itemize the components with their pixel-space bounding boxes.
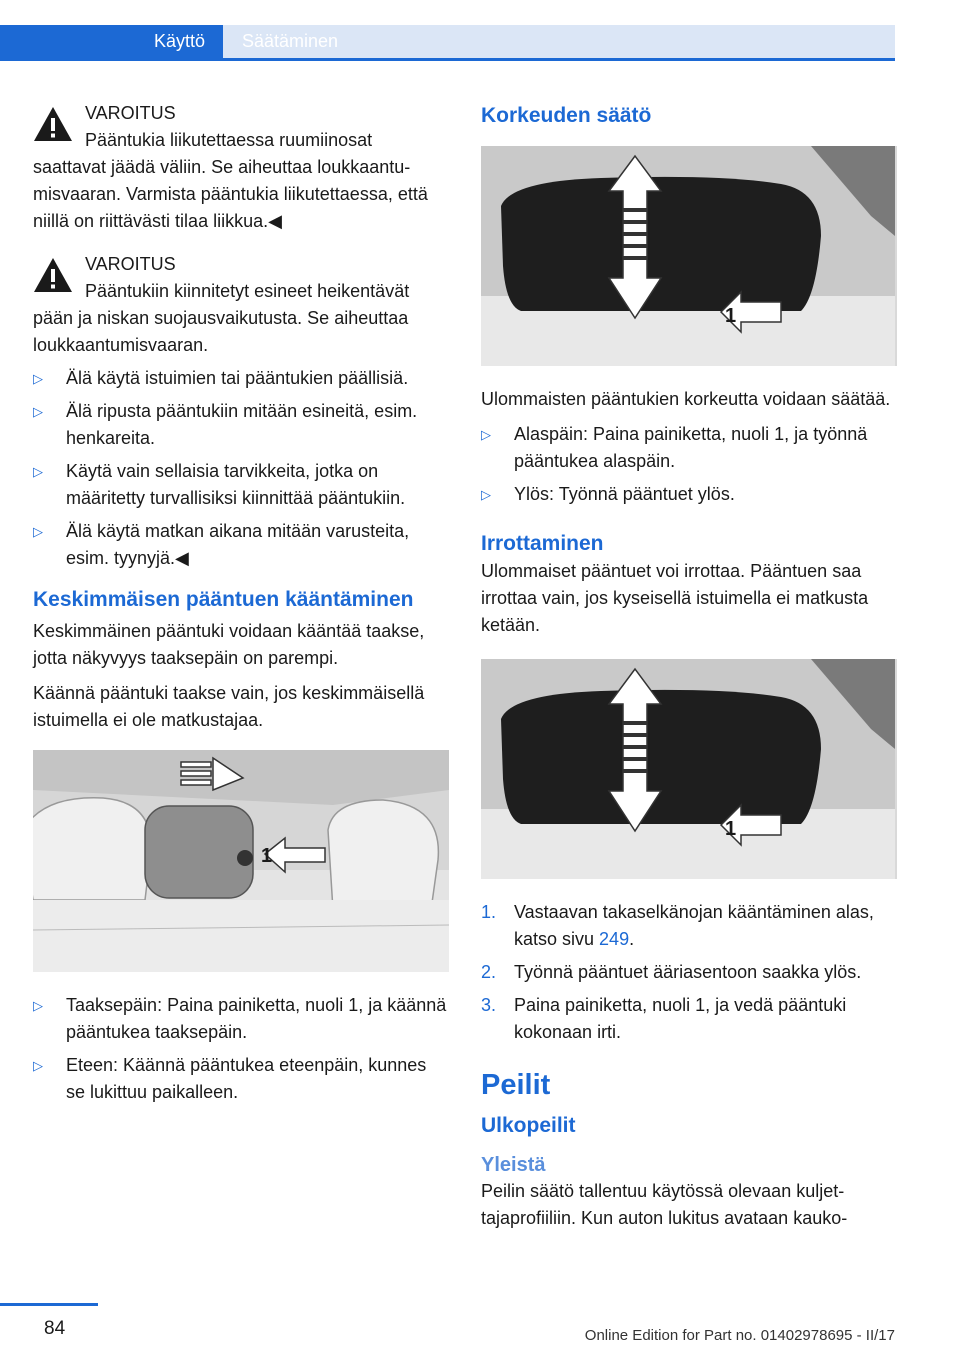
list-item: ▷ Älä käytä matkan aikana mitään varusteita, esim. tyynyjä.◀ (33, 518, 449, 572)
figure-removal (481, 659, 897, 879)
list-item: ▷ Taaksepäin: Paina painiketta, nuoli 1, ja käännä pääntukea taaksepäin. (33, 992, 449, 1046)
figure-callout-label: 1 (725, 305, 737, 327)
page-number: 84 (44, 1318, 66, 1339)
warning-text: Pääntukia liikutettaessa ruumiinosat saattavat jäädä väliin. Se aiheuttaa loukkaantumisvaaran. Varmista pääntukia liikutettaessa, että niillä on riittävästi tilaa liikkua.◀ (33, 130, 428, 231)
paragraph: Peilin säätö tallentuu käytössä olevaan kuljettajaprofiiliin. Kun auton lukitus avataan kauko- (481, 1181, 848, 1228)
warning-block-1 (33, 100, 449, 235)
section-heading-exterior-mirrors: Ulkopeilit (481, 1114, 576, 1137)
triangle-bullet-icon: ▷ (33, 464, 43, 479)
triangle-bullet-icon: ▷ (481, 487, 491, 502)
warning-title: VAROITUS (85, 103, 176, 123)
right-column (481, 100, 895, 1240)
section-heading-height: Korkeuden säätö (481, 104, 652, 127)
figure-callout-label: 1 (261, 845, 273, 867)
chapter-header (0, 25, 895, 62)
headrest-removal-illustration (481, 659, 895, 879)
edition-note: Online Edition for Part no. 01402978695 - II/17 (584, 1327, 895, 1344)
header-rule (0, 58, 895, 61)
headrest-height-illustration (481, 146, 895, 366)
paragraph: Ulommaiset pääntuet voi irrottaa. Pääntuen saa irrottaa vain, jos kyseisellä istuimella ei matkusta ketään. (481, 561, 869, 635)
list-item: ▷ Eteen: Käännä pääntukea eteenpäin, kunnes se lukittuu paikalleen. (33, 1052, 449, 1106)
triangle-bullet-icon: ▷ (33, 1058, 43, 1073)
list-item: ▷ Alaspäin: Paina painiketta, nuoli 1, ja työnnä pääntukea alaspäin. (481, 421, 895, 475)
height-bullet-list (481, 421, 895, 508)
subsection-heading-general: Yleistä (481, 1154, 546, 1176)
warning-triangle-icon (33, 257, 73, 293)
triangle-bullet-icon: ▷ (33, 998, 43, 1013)
page-reference-link[interactable]: 249 (599, 929, 630, 949)
list-item: ▷ Ylös: Työnnä pääntuet ylös. (481, 481, 895, 508)
headrest-illustration (33, 750, 449, 972)
warning-bullet-list (33, 365, 449, 572)
list-item: 1. Vastaavan takaselkänojan kääntäminen alas, katso sivu 249. (481, 902, 874, 949)
left-column (33, 100, 449, 1112)
triangle-bullet-icon: ▷ (33, 524, 43, 539)
section-heading-removal: Irrottaminen (481, 532, 604, 555)
tab-kaytto[interactable]: Käyttö (0, 25, 223, 58)
warning-title: VAROITUS (85, 254, 176, 274)
figure-height-adjust (481, 146, 897, 366)
section-heading-center-headrest: Keskimmäisen pääntuen kääntäminen (33, 588, 414, 611)
triangle-bullet-icon: ▷ (33, 371, 43, 386)
paragraph: Ulommaisten pääntukien korkeutta voidaan säätää. (481, 389, 891, 409)
list-item: ▷ Käytä vain sellaisia tarvikkeita, jotka on määritetty turvallisiksi kiinnittää pääntukiin. (33, 458, 449, 512)
list-item: 3. Paina painiketta, nuoli 1, ja vedä pääntuki kokonaan irti. (481, 995, 847, 1042)
warning-text: Pääntukiin kiinnitetyt esineet heikentävät pään ja niskan suojausvaikutusta. Se aiheuttaa loukkaantumisvaaran. (33, 281, 410, 355)
list-item: ▷ Älä käytä istuimien tai pääntukien päällisiä. (33, 365, 449, 392)
figure-center-headrest (33, 750, 449, 972)
paragraph: Käännä pääntuki taakse vain, jos keskimmäisellä istuimella ei ole matkustajaa. (33, 683, 425, 730)
triangle-bullet-icon: ▷ (481, 427, 491, 442)
list-item: 2. Työnnä pääntuet ääriasentoon saakka ylös. (481, 962, 862, 982)
figure-callout-label: 1 (725, 818, 737, 840)
chapter-heading-mirrors: Peilit (481, 1069, 551, 1101)
footer-rule (0, 1303, 98, 1306)
warning-block-2 (33, 251, 449, 359)
tab-saataminen[interactable]: Säätäminen (223, 25, 895, 58)
list-item: ▷ Älä ripusta pääntukiin mitään esineitä, esim. henkareita. (33, 398, 449, 452)
triangle-bullet-icon: ▷ (33, 404, 43, 419)
warning-triangle-icon (33, 106, 73, 142)
paragraph: Keskimmäinen pääntuki voidaan kääntää taakse, jotta näkyvyys taaksepäin on parempi. (33, 621, 425, 668)
center-headrest-bullet-list (33, 992, 449, 1106)
removal-steps-list (481, 899, 895, 1046)
